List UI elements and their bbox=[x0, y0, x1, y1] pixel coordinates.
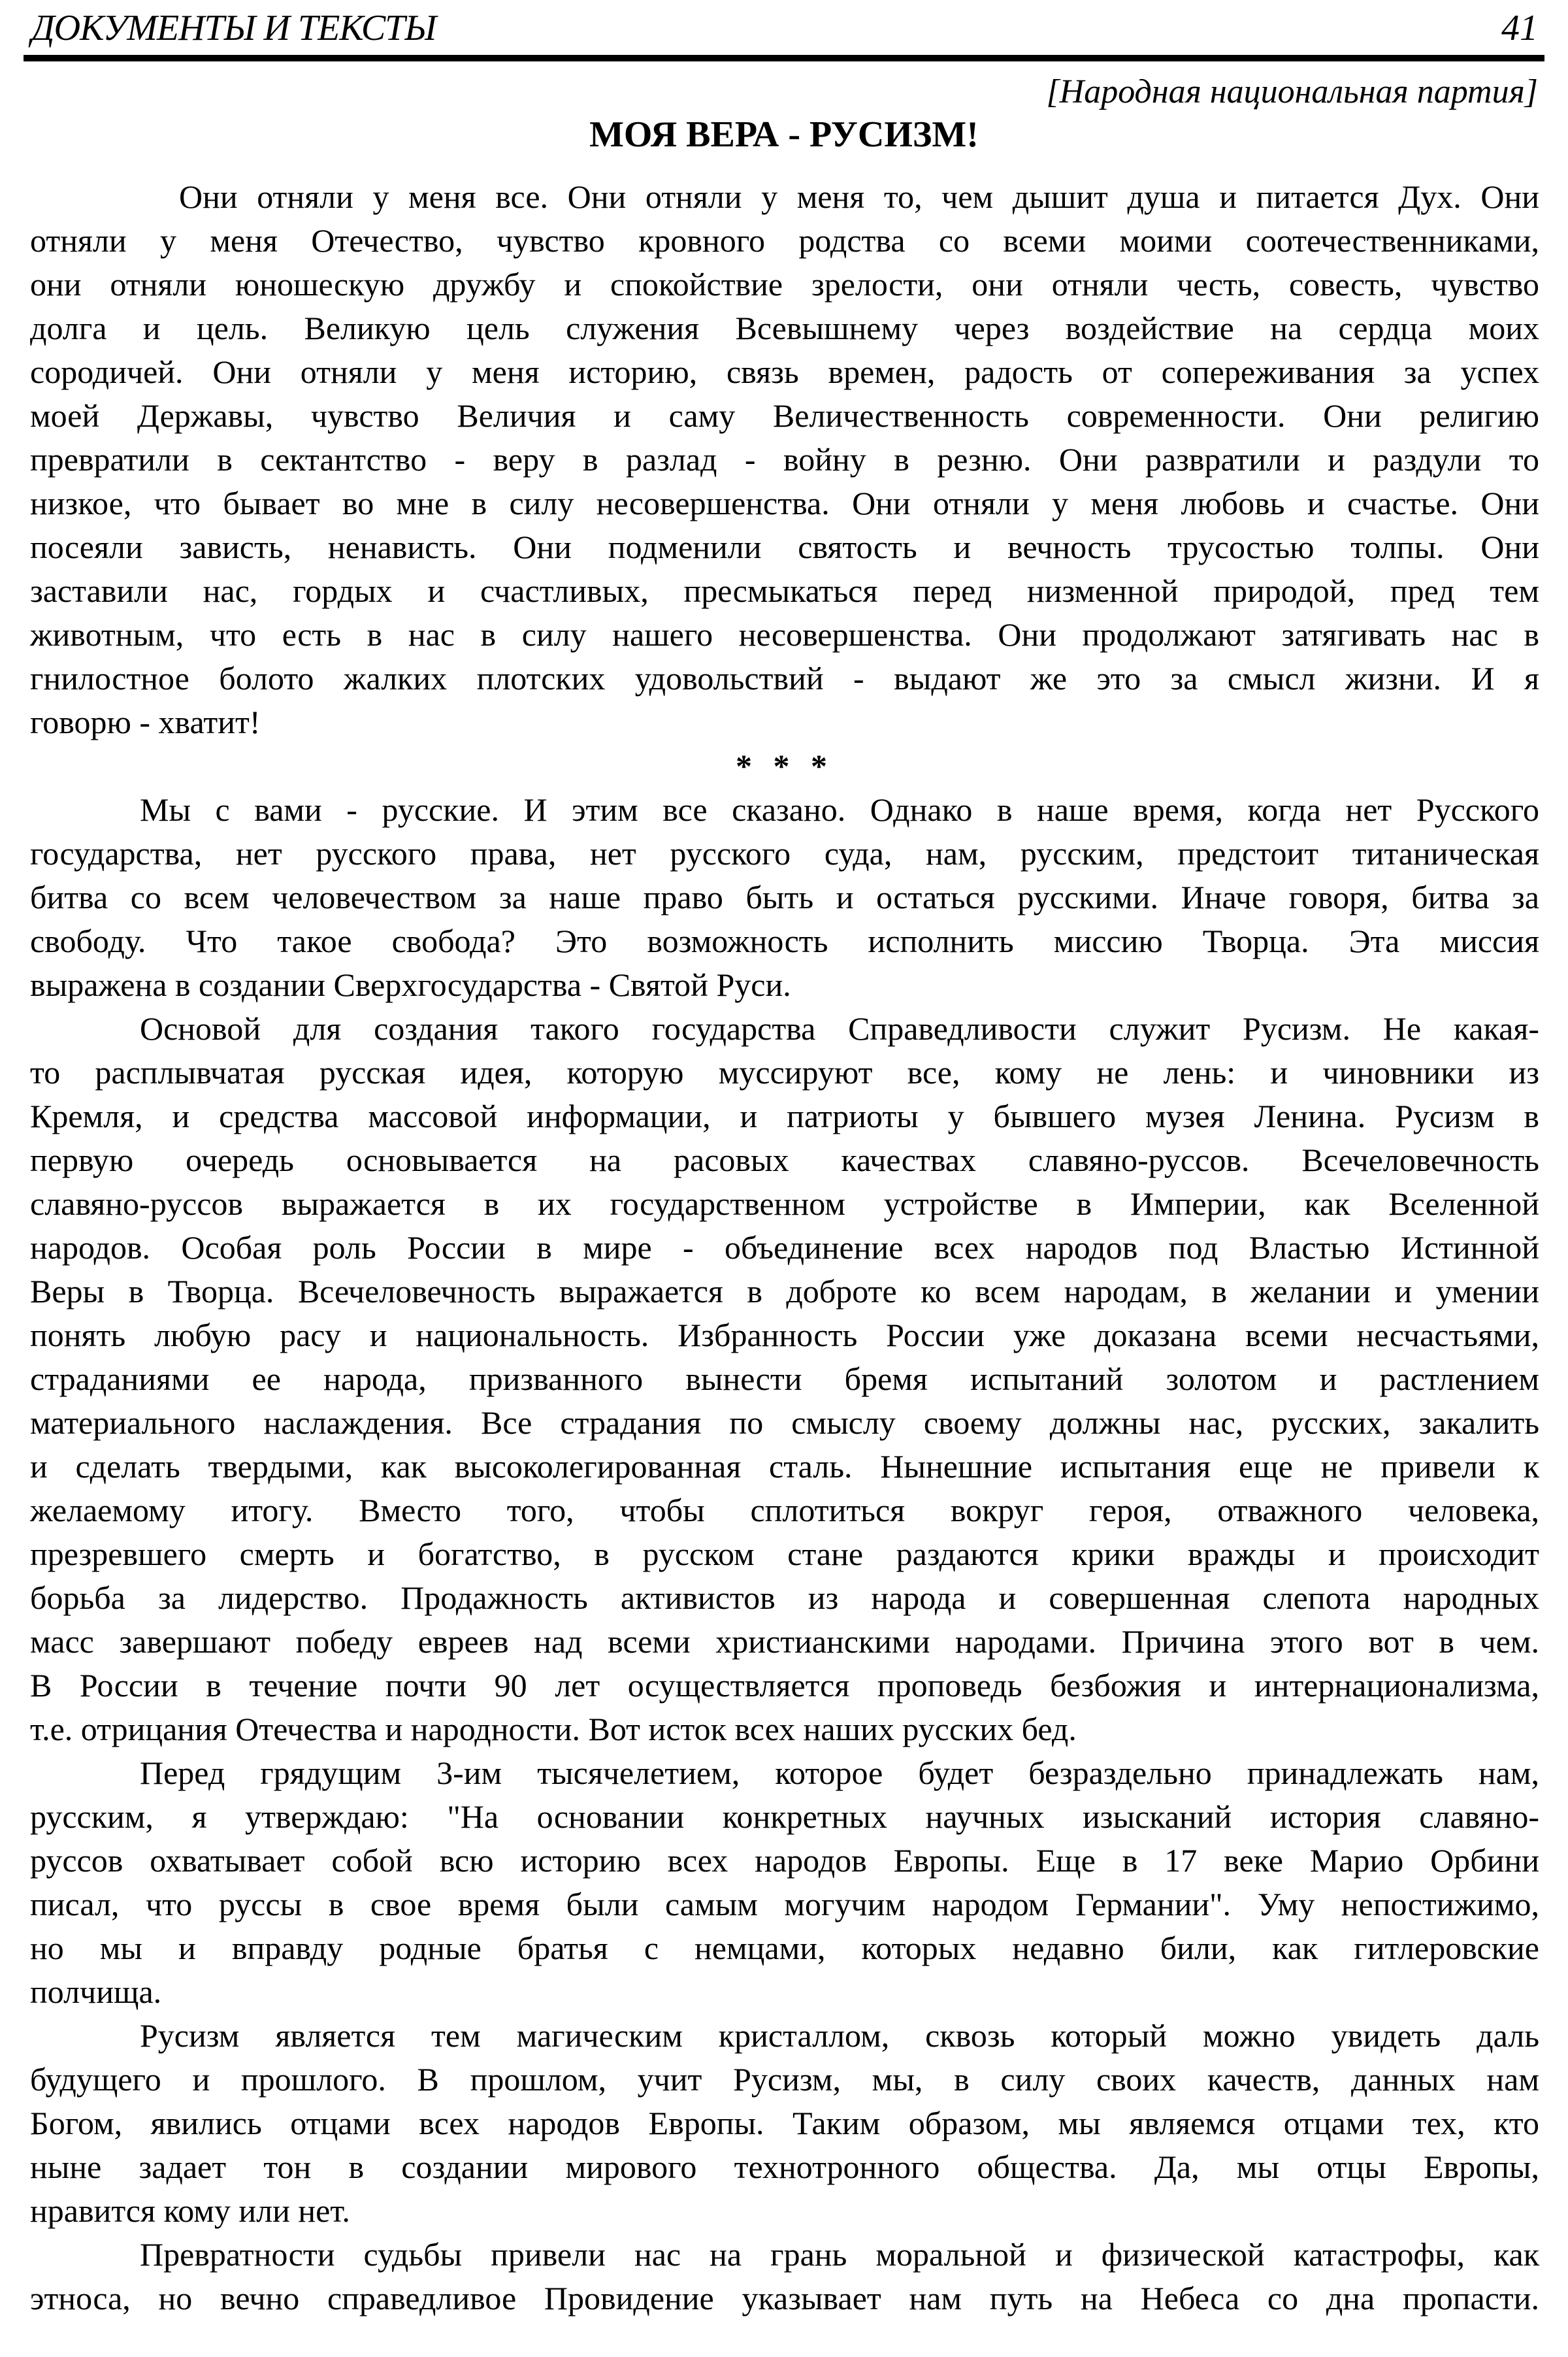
text-line: В России в течение почти 90 лет осуществляется проповедь безбожия и интернационализма, bbox=[30, 1667, 1539, 1704]
text-line: т.е. отрицания Отечества и народности. Вот исток всех наших русских бед. bbox=[30, 1711, 1077, 1747]
text-line: выражена в создании Сверхгосударства - Святой Руси. bbox=[30, 966, 791, 1003]
text-line: материального наслаждения. Все страдания по смыслу своему должны нас, русских, закалить bbox=[30, 1404, 1539, 1441]
text-line: Богом, явились отцами всех народов Европы. Таким образом, мы являемся отцами тех, кто bbox=[30, 2105, 1539, 2141]
paragraph bbox=[30, 1007, 1539, 1751]
text-line: отняли у меня Отечество, чувство кровного родства со всеми моими соотечественниками, bbox=[30, 222, 1539, 259]
text-line: будущего и прошлого. В прошлом, учит Русизм, мы, в силу своих качеств, данных нам bbox=[30, 2061, 1539, 2098]
text-line: они отняли юношескую дружбу и спокойствие зрелости, они отняли честь, совесть, чувство bbox=[30, 266, 1539, 303]
text-line: но мы и вправду родные братья с немцами, которых недавно били, как гитлеровские bbox=[30, 1930, 1539, 1966]
text-line: моей Державы, чувство Величия и саму Величественность современности. Они религию bbox=[30, 397, 1539, 434]
text-line: полчища. bbox=[30, 1973, 162, 2010]
paragraph bbox=[30, 2014, 1539, 2233]
text-line: свободу. Что такое свобода? Это возможность исполнить миссию Творца. Эта миссия bbox=[30, 923, 1539, 959]
page-number: 41 bbox=[1501, 8, 1538, 48]
text-line: этноса, но вечно справедливое Провидение указывает нам путь на Небеса со дна пропасти. bbox=[30, 2280, 1539, 2316]
text-line: Веры в Творца. Всечеловечность выражается в доброте ко всем народам, в желании и умении bbox=[30, 1273, 1539, 1310]
header-rule bbox=[24, 55, 1544, 61]
article-title: МОЯ ВЕРА - РУСИЗМ! bbox=[589, 114, 979, 155]
text-line: нравится кому или нет. bbox=[30, 2192, 350, 2229]
text-line: говорю - хватит! bbox=[30, 704, 261, 740]
text-line: руссов охватывает собой всю историю всех народов Европы. Еще в 17 веке Марио Орбини bbox=[30, 1842, 1539, 1879]
section-separator: * * * bbox=[736, 748, 834, 784]
text-line: Перед грядущим 3-им тысячелетием, которое будет безраздельно принадлежать нам, bbox=[140, 1755, 1539, 1791]
text-line: русским, я утверждаю: "На основании конкретных научных изысканий история славяно- bbox=[30, 1798, 1539, 1835]
running-header-section: ДОКУМЕНТЫ И ТЕКСТЫ bbox=[31, 8, 436, 48]
text-line: презревшего смерть и богатство, в русском стане раздаются крики вражды и происходит bbox=[30, 1536, 1539, 1572]
text-line: народов. Особая роль России в мире - объединение всех народов под Властью Истинной bbox=[30, 1229, 1539, 1266]
paragraph bbox=[30, 175, 1539, 744]
text-line: Основой для создания такого государства Справедливости служит Русизм. Не какая- bbox=[140, 1010, 1539, 1047]
text-line: Русизм является тем магическим кристаллом, сквозь который можно увидеть даль bbox=[140, 2017, 1539, 2054]
text-line: сородичей. Они отняли у меня историю, связь времен, радость от сопереживания за успех bbox=[30, 354, 1539, 390]
text-line: низкое, что бывает во мне в силу несовершенства. Они отняли у меня любовь и счастье. Они bbox=[30, 485, 1539, 521]
text-line: долга и цель. Великую цель служения Всевышнему через воздействие на сердца моих bbox=[30, 310, 1539, 346]
text-line: первую очередь основывается на расовых качествах славяно-руссов. Всечеловечность bbox=[30, 1142, 1539, 1178]
paragraph bbox=[30, 2233, 1539, 2320]
text-line: заставили нас, гордых и счастливых, пресмыкаться перед низменной природой, пред тем bbox=[30, 572, 1539, 609]
text-line: животным, что есть в нас в силу нашего несовершенства. Они продолжают затягивать нас в bbox=[30, 616, 1539, 653]
text-line: гнилостное болото жалких плотских удовольствий - выдают же это за смысл жизни. И я bbox=[30, 660, 1539, 697]
text-line: битва со всем человечеством за наше право быть и остаться русскими. Иначе говоря, битва за bbox=[30, 879, 1539, 915]
text-line: борьба за лидерство. Продажность активистов из народа и совершенная слепота народных bbox=[30, 1579, 1539, 1616]
text-line: Они отняли у меня все. Они отняли у меня то, чем дышит душа и питается Дух. Они bbox=[179, 178, 1539, 215]
source-attribution: [Народная национальная партия] bbox=[1046, 73, 1538, 110]
text-line: масс завершают победу евреев над всеми христианскими народами. Причина этого вот в чем. bbox=[30, 1623, 1539, 1660]
article-body bbox=[30, 175, 1539, 2320]
text-line: Превратности судьбы привели нас на грань моральной и физической катастрофы, как bbox=[140, 2236, 1539, 2273]
text-line: Кремля, и средства массовой информации, и патриоты у бывшего музея Ленина. Русизм в bbox=[30, 1098, 1539, 1134]
text-line: страданиями ее народа, призванного вынести бремя испытаний золотом и растлением bbox=[30, 1360, 1539, 1397]
text-line: ныне задает тон в создании мирового технотронного общества. Да, мы отцы Европы, bbox=[30, 2149, 1539, 2185]
text-line: посеяли зависть, ненависть. Они подменили святость и вечность трусостью толпы. Они bbox=[30, 529, 1539, 565]
text-line: славяно-руссов выражается в их государственном устройстве в Империи, как Вселенной bbox=[30, 1185, 1539, 1222]
text-line: желаемому итогу. Вместо того, чтобы сплотиться вокруг героя, отважного человека, bbox=[30, 1492, 1539, 1528]
text-line: то расплывчатая русская идея, которую муссируют все, кому не лень: и чиновники из bbox=[30, 1054, 1539, 1091]
text-line: Мы с вами - русские. И этим все сказано. Однако в наше время, когда нет Русского bbox=[140, 791, 1539, 828]
text-line: государства, нет русского права, нет русского суда, нам, русским, предстоит титаническая bbox=[30, 835, 1539, 872]
text-line: и сделать твердыми, как высоколегированная сталь. Нынешние испытания еще не привели к bbox=[30, 1448, 1539, 1485]
text-line: понять любую расу и национальность. Избранность России уже доказана всеми несчастьями, bbox=[30, 1317, 1539, 1353]
paragraph bbox=[30, 1751, 1539, 2014]
text-line: писал, что руссы в свое время были самым могучим народом Германии". Уму непостижимо, bbox=[30, 1886, 1539, 1922]
paragraph bbox=[30, 788, 1539, 1007]
text-line: превратили в сектантство - веру в разлад - войну в резню. Они развратили и раздули то bbox=[30, 441, 1539, 478]
